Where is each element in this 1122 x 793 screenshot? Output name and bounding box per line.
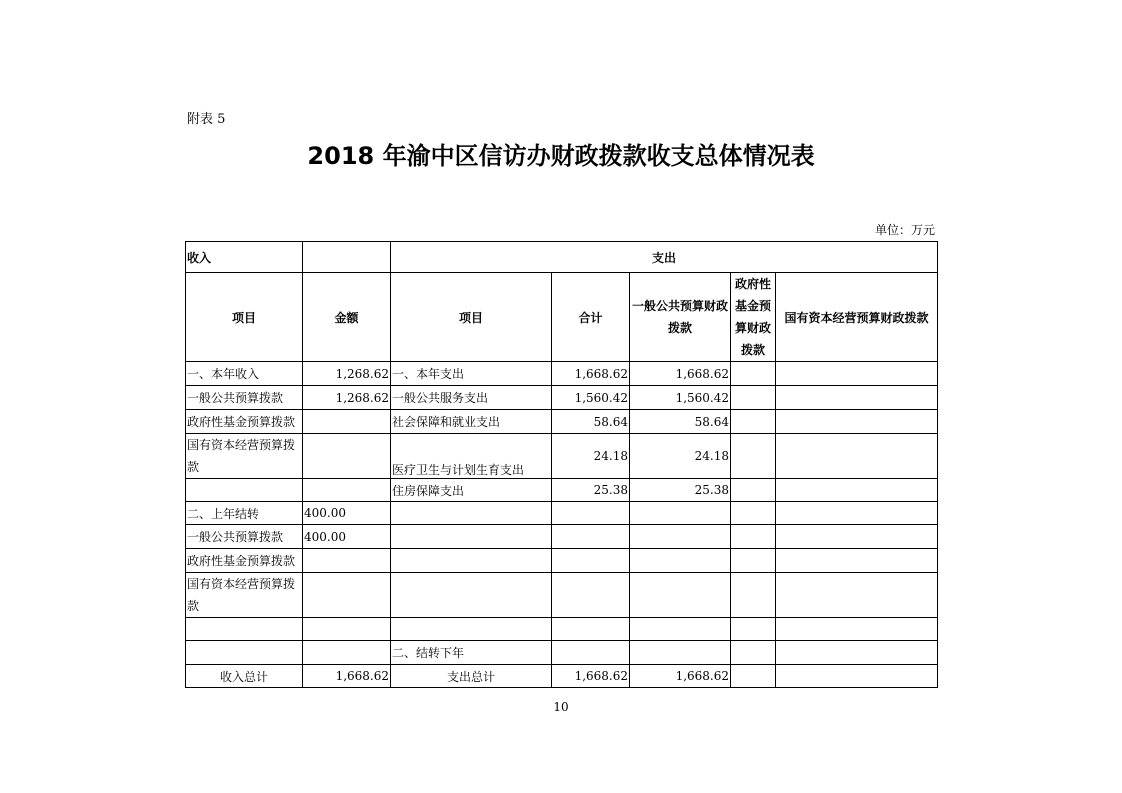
expense-total-cell: 1,560.42 (552, 386, 630, 410)
totals-row (186, 665, 938, 688)
expense-general-cell (630, 502, 731, 525)
table-row (186, 549, 938, 573)
expense-gov-fund-cell (731, 502, 776, 525)
table-row (186, 386, 938, 410)
expense-total-cell: 1,668.62 (552, 362, 630, 386)
col-general-budget: 一般公共预算财政拨款 (630, 273, 731, 362)
income-amount-cell (303, 479, 391, 502)
expense-gov-fund-cell (731, 573, 776, 618)
expense-gov-fund-cell (731, 618, 776, 641)
income-item-cell: 一般公共预算拨款 (186, 525, 303, 549)
expense-state-capital-cell (776, 434, 938, 479)
income-amount-cell (303, 549, 391, 573)
table-row (186, 479, 938, 502)
header-row-columns (186, 273, 938, 362)
income-item-cell: 一般公共预算拨款 (186, 386, 303, 410)
unit-label: 单位：万元 (874, 223, 935, 237)
expense-gov-fund-cell (731, 434, 776, 479)
table-row (186, 573, 938, 618)
expense-item-cell (391, 549, 552, 573)
income-item-cell: 政府性基金预算拨款 (186, 549, 303, 573)
income-item-cell: 国有资本经营预算拨款 (186, 434, 303, 479)
income-amount-cell (303, 410, 391, 434)
expense-total-cell (552, 641, 630, 665)
empty-header-cell (303, 242, 391, 273)
expense-item-cell (391, 618, 552, 641)
income-item-cell: 一、本年收入 (186, 362, 303, 386)
expense-general-cell (630, 573, 731, 618)
income-total-label: 收入总计 (186, 665, 303, 688)
table-row (186, 362, 938, 386)
expense-total-cell (552, 573, 630, 618)
expense-item-cell (391, 525, 552, 549)
expense-state-capital-cell (776, 386, 938, 410)
income-total-amount: 1,668.62 (303, 665, 391, 688)
col-expense-item: 项目 (391, 273, 552, 362)
expense-item-cell (391, 502, 552, 525)
income-amount-cell: 400.00 (303, 502, 391, 525)
expense-total-cell: 25.38 (552, 479, 630, 502)
budget-table (185, 241, 938, 688)
expense-state-capital-cell (776, 502, 938, 525)
expense-item-cell: 住房保障支出 (391, 479, 552, 502)
expense-total-gov-fund (731, 665, 776, 688)
income-item-cell: 政府性基金预算拨款 (186, 410, 303, 434)
page-title: 2018 年渝中区信访办财政拨款收支总体情况表 (307, 142, 815, 170)
income-amount-cell (303, 618, 391, 641)
table-row (186, 618, 938, 641)
expense-item-cell: 一般公共服务支出 (391, 386, 552, 410)
income-amount-cell: 400.00 (303, 525, 391, 549)
expense-general-cell: 24.18 (630, 434, 731, 479)
expense-total-general: 1,668.62 (630, 665, 731, 688)
expense-state-capital-cell (776, 573, 938, 618)
expense-general-cell (630, 549, 731, 573)
expense-total-state-capital (776, 665, 938, 688)
table-row (186, 502, 938, 525)
col-income-amount: 金额 (303, 273, 391, 362)
expense-general-cell (630, 525, 731, 549)
expense-total-cell: 24.18 (552, 434, 630, 479)
expense-gov-fund-cell (731, 479, 776, 502)
header-row-top (186, 242, 938, 273)
expense-state-capital-cell (776, 479, 938, 502)
table-row (186, 410, 938, 434)
expense-header: 支出 (391, 242, 938, 273)
table-row (186, 641, 938, 665)
income-amount-cell: 1,268.62 (303, 386, 391, 410)
expense-gov-fund-cell (731, 410, 776, 434)
expense-total-cell (552, 502, 630, 525)
income-item-cell (186, 641, 303, 665)
expense-total-label: 支出总计 (391, 665, 552, 688)
expense-state-capital-cell (776, 525, 938, 549)
income-item-cell: 二、上年结转 (186, 502, 303, 525)
expense-state-capital-cell (776, 641, 938, 665)
income-item-cell: 国有资本经营预算拨款 (186, 573, 303, 618)
expense-state-capital-cell (776, 362, 938, 386)
expense-total-cell: 58.64 (552, 410, 630, 434)
expense-general-cell (630, 618, 731, 641)
expense-state-capital-cell (776, 549, 938, 573)
income-amount-cell: 1,268.62 (303, 362, 391, 386)
col-income-item: 项目 (186, 273, 303, 362)
expense-gov-fund-cell (731, 362, 776, 386)
expense-total-cell (552, 618, 630, 641)
income-amount-cell (303, 573, 391, 618)
expense-general-cell (630, 641, 731, 665)
table-row (186, 525, 938, 549)
expense-gov-fund-cell (731, 549, 776, 573)
expense-total: 1,668.62 (552, 665, 630, 688)
expense-gov-fund-cell (731, 525, 776, 549)
expense-item-cell (391, 573, 552, 618)
expense-state-capital-cell (776, 410, 938, 434)
expense-item-cell: 一、本年支出 (391, 362, 552, 386)
income-item-cell (186, 479, 303, 502)
expense-general-cell: 1,560.42 (630, 386, 731, 410)
expense-general-cell: 1,668.62 (630, 362, 731, 386)
expense-item-cell: 医疗卫生与计划生育支出 (391, 434, 552, 479)
page-number: 10 (553, 700, 569, 714)
income-amount-cell (303, 641, 391, 665)
expense-total-cell (552, 525, 630, 549)
col-gov-fund: 政府性基金预算财政拨款 (731, 273, 776, 362)
col-state-capital: 国有资本经营预算财政拨款 (776, 273, 938, 362)
income-item-cell (186, 618, 303, 641)
expense-gov-fund-cell (731, 386, 776, 410)
expense-general-cell: 58.64 (630, 410, 731, 434)
table-row (186, 434, 938, 479)
income-amount-cell (303, 434, 391, 479)
expense-item-cell: 社会保障和就业支出 (391, 410, 552, 434)
col-total: 合计 (552, 273, 630, 362)
expense-state-capital-cell (776, 618, 938, 641)
income-header: 收入 (186, 242, 303, 273)
expense-item-cell: 二、结转下年 (391, 641, 552, 665)
expense-total-cell (552, 549, 630, 573)
appendix-label: 附表 5 (187, 112, 226, 127)
expense-gov-fund-cell (731, 641, 776, 665)
expense-general-cell: 25.38 (630, 479, 731, 502)
